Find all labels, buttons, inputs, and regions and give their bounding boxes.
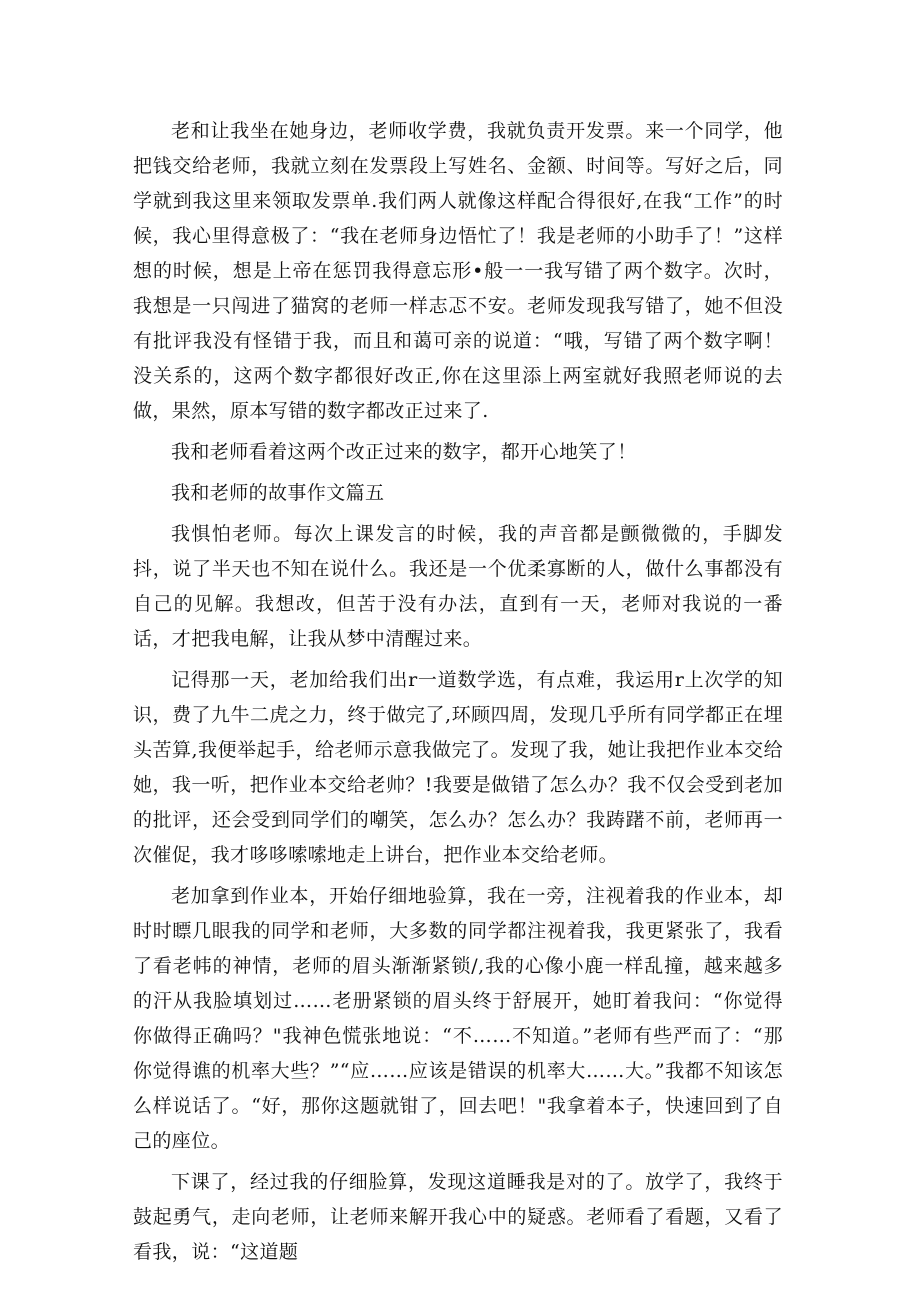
paragraph-fear: 我惧怕老师。每次上课发言的时候，我的声音都是颤微微的，手脚发抖，说了半天也不知在说什么。我还是一个优柔寡断的人，做什么事都没有自己的见解。我想改，但苦于没有办法，直到有一天，老师对我说的一番话，才把我电解，让我从梦中清醒过来。 [133,523,783,650]
paragraph-invoice-story: 老和让我坐在她身边，老师收学费，我就负责开发票。来一个同学，他把钱交给老师，我就立刻在发票段上写姓名、金额、时间等。写好之后，同学就到我这里来领取发票单.我们两人就像这样配合得很好,在我“工作”的时候，我心里得意极了：“我在老师身边悟忙了！我是老师的小助手了！”这样想的时候，想是上帝在惩罚我得意忘形•般一一我写错了两个数字。次时，我想是一只闯进了猫窝的老师一样志忑不安。老师发现我写错了，她不但没有批评我没有怪错于我，而且和蔼可亲的说道：“哦，写错了两个数字啊！没关系的，这两个数字都很好改正,你在这里添上两室就好我照老师说的去做，果然，原本写错的数字都改正过来了. [133,120,783,422]
section-heading: 我和老师的故事作文篇五 [171,482,385,504]
paragraph-laugh: 我和老师看着这两个改正过来的数字，都开心地笑了！ [171,441,637,463]
paragraph-after-class: 下课了，经过我的仔细脸算，发现这道睡我是对的了。放学了，我终于鼓起勇气，走向老师，让老师来解开我心中的疑惑。老师看了看题，又看了看我，说：“这道题 [133,1171,783,1263]
paragraph-verification: 老加拿到作业本，开始仔细地验算，我在一旁，注视着我的作业本，却时时瞟几眼我的同学和老师，大多数的同学都注视着我，我更紧张了，我看了看老帏的神情，老师的眉头渐渐紧锁/,我的心像小鹿一样乱撞，越来越多的汗从我脸填划过……老册紧锁的眉头终于舒展开，她盯着我问：“你觉得你做得正确吗？"我神色慌张地说：“不……不知道。”老师有些严而了：“那你觉得谯的机率大些？”“应……应该是错误的机率大……大。”我都不知该怎么样说话了。“好，那你这题就钳了，回去吧！"我拿着本子，快速回到了自己的座位。 [133,885,783,1152]
document-body [133,114,783,1276]
paragraph-math-problem: 记得那一天，老加给我们出r一道数学选，有点难，我运用r上次学的知识，费了九牛二虎之力，终于做完了,环顾四周，发现几乎所有同学都正在埋头苦算,我便举起手，给老师示意我做完了。发现了我，她让我把作业本交给她，我一听，把作业本交给老帅？!我要是做错了怎么办？我不仅会受到老加的批评，还会受到同学们的嘲笑，怎么办？怎么办？我踌躇不前，老师再一次催促，我才哆哆嗦嗦地走上讲台，把作业本交给老师。 [133,669,783,866]
